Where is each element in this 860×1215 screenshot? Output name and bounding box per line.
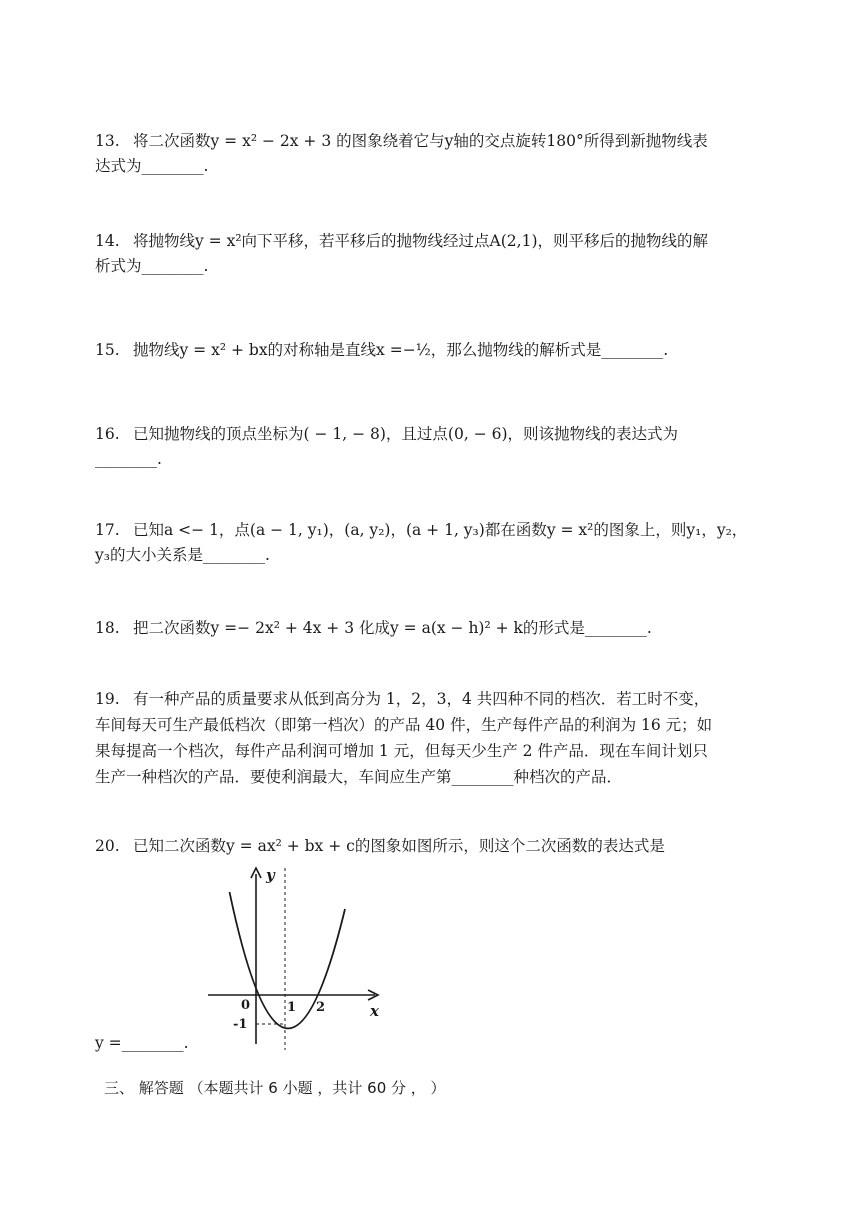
question-text: 生产一种档次的产品．要使利润最大，车间应生产第________种档次的产品． — [95, 768, 623, 786]
question-20 — [95, 834, 785, 859]
question-line — [95, 154, 785, 179]
question-number: 16. — [95, 425, 120, 443]
section-heading: 三、 解答题 （本题共计 6 小题 ，共计 60 分 ， ） — [104, 1079, 446, 1097]
question-number: 17. — [95, 521, 120, 539]
question-line — [95, 712, 785, 738]
question-text: 果每提高一个档次，每件产品利润可增加 1 元，但每天少生产 2 件产品．现在车间计划只 — [95, 742, 708, 760]
question-line — [95, 686, 785, 712]
answer-blank: y =________. — [95, 1034, 189, 1052]
question-line — [95, 738, 785, 764]
question-17 — [95, 518, 785, 568]
question-line — [95, 254, 785, 279]
question-15 — [95, 338, 785, 363]
origin-label: 0 — [241, 998, 251, 1013]
tick-1-label: 1 — [287, 1000, 297, 1015]
x-axis-label: x — [370, 1002, 379, 1020]
question-text: 抛物线y = x² + bx的对称轴是直线x =−½，那么抛物线的解析式是________. — [133, 341, 669, 359]
question-text: 达式为________. — [95, 157, 209, 175]
question-line — [95, 229, 785, 254]
question-line — [95, 616, 785, 641]
question-number: 19. — [95, 690, 120, 708]
question-number: 20. — [95, 837, 120, 855]
question-text: 已知抛物线的顶点坐标为( − 1, − 8)，且过点(0, − 6)，则该抛物线的表达式为 — [133, 425, 679, 443]
question-line — [95, 422, 785, 447]
question-18 — [95, 616, 785, 641]
question-line — [95, 447, 785, 472]
question-text: y₃的大小关系是________. — [95, 546, 270, 564]
question-line — [95, 834, 785, 859]
question-text: 将抛物线y = x²向下平移，若平移后的抛物线经过点A(2,1)，则平移后的抛物线的解 — [133, 232, 708, 250]
question-line — [95, 764, 785, 790]
question-number: 18. — [95, 619, 120, 637]
parabola-graph — [200, 864, 390, 1054]
question-19 — [95, 686, 785, 790]
question-text: 有一种产品的质量要求从低到高分为 1，2，3，4 共四种不同的档次．若工时不变， — [133, 690, 710, 708]
tick-2-label: 2 — [316, 1000, 326, 1015]
question-line — [95, 338, 785, 363]
tick-neg1-label: -1 — [233, 1017, 248, 1032]
question-line — [95, 543, 785, 568]
y-axis-label: y — [266, 866, 275, 884]
question-14 — [95, 229, 785, 279]
question-text: 将二次函数y = x² − 2x + 3 的图象绕着它与y轴的交点旋转180°所得到新抛物线表 — [133, 132, 708, 150]
question-line — [95, 129, 785, 154]
question-text: 已知a <− 1，点(a − 1, y₁)，(a, y₂)，(a + 1, y₃)都在函数y = x²的图象上，则y₁，y₂， — [133, 521, 748, 539]
question-13 — [95, 129, 785, 179]
question-16 — [95, 422, 785, 472]
question-text: ________. — [95, 450, 162, 468]
question-text: 把二次函数y =− 2x² + 4x + 3 化成y = a(x − h)² + k的形式是________. — [133, 619, 652, 637]
question-number: 13. — [95, 132, 120, 150]
question-number: 14. — [95, 232, 120, 250]
question-text: 车间每天可生产最低档次（即第一档次）的产品 40 件，生产每件产品的利润为 16 元；如 — [95, 716, 713, 734]
question-text: 已知二次函数y = ax² + bx + c的图象如图所示，则这个二次函数的表达式是 — [133, 837, 665, 855]
question-line — [95, 518, 785, 543]
q20-answer-line — [95, 1031, 785, 1056]
question-number: 15. — [95, 341, 120, 359]
question-text: 析式为________. — [95, 257, 209, 275]
